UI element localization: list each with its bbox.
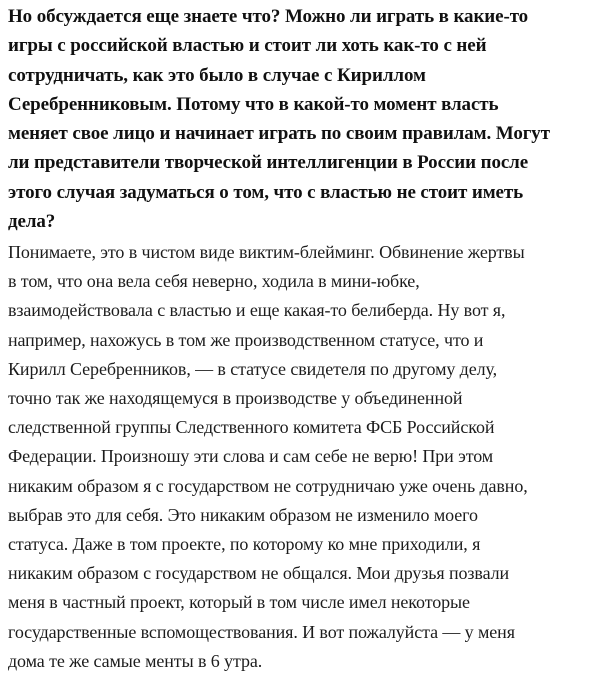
question-line: игры с российской властью и стоит ли хоть как-то с ней [8,35,487,57]
interview-answer [8,238,528,676]
answer-line: государственные вспомоществования. И вот пожалуйста — у меня [8,621,515,642]
question-line: Серебренниковым. Потому что в какой-то момент власть [8,93,499,115]
answer-line: взаимодействовала с властью и еще какая-то белиберда. Ну вот я, [8,300,506,321]
answer-line: Федерации. Произношу эти слова и сам себе не верю! При этом [8,446,494,467]
answer-line: Кирилл Серебренников, — в статусе свидетеля по другому делу, [8,358,497,379]
question-line: ли представители творческой интеллигенции в России после [8,152,529,174]
question-line: этого случая задуматься о том, что с властью не стоит иметь [8,181,524,203]
answer-line: дома те же самые менты в 6 утра. [8,650,263,671]
answer-line: выбрав это для себя. Это никаким образом не изменило моего [8,504,478,525]
answer-line: меня в частный проект, который в том числе имел некоторые [8,592,470,613]
answer-line: Понимаете, это в чистом виде виктим-блейминг. Обвинение жертвы [8,242,525,262]
question-line: дела? [8,211,56,233]
answer-line: в том, что она вела себя неверно, ходила в мини-юбке, [8,271,420,292]
question-line: Но обсуждается еще знаете что? Можно ли играть в какие-то [8,6,529,27]
answer-line: следственной группы Следственного комитета ФСБ Российской [8,417,495,438]
question-line: сотрудничать, как это было в случае с Кириллом [8,64,426,86]
answer-line: никаким образом я с государством не сотрудничаю уже очень давно, [8,475,528,496]
answer-line: статуса. Даже в том проекте, по которому ко мне приходили, я [8,534,481,555]
question-line: меняет свое лицо и начинает играть по своим правилам. Могут [8,123,550,145]
answer-line: никаким образом с государством не общался. Мои друзья позвали [8,563,510,584]
interview-question [8,2,550,236]
answer-line: точно так же находящемуся в производстве у объединенной [8,388,463,409]
answer-line: например, нахожусь в том же производственном статусе, что и [8,329,484,350]
